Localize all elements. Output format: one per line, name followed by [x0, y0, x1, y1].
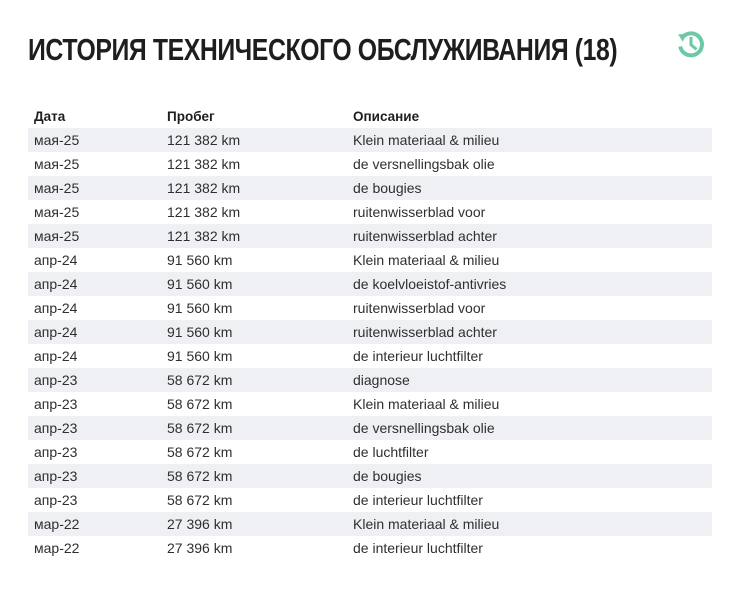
- cell-mileage: 91 560 km: [161, 272, 347, 296]
- table-row: [28, 416, 712, 440]
- cell-description: de luchtfilter: [353, 444, 429, 460]
- maintenance-history-table: [28, 104, 712, 560]
- cell-mileage: 91 560 km: [167, 252, 233, 268]
- cell-description: ruitenwisserblad achter: [347, 320, 712, 344]
- cell-date: апр-23: [28, 464, 161, 488]
- cell-mileage: 121 382 km: [161, 224, 347, 248]
- table-row: [28, 200, 712, 224]
- table-row: [28, 296, 712, 320]
- cell-description: Klein materiaal & milieu: [353, 396, 500, 412]
- table-row: [28, 464, 712, 488]
- table-row: [28, 320, 712, 344]
- cell-mileage: 27 396 km: [161, 512, 347, 536]
- table-row: [28, 344, 712, 368]
- cell-mileage: 91 560 km: [167, 348, 233, 364]
- table-body: [28, 128, 712, 560]
- cell-date: апр-24: [34, 300, 78, 316]
- cell-date: апр-23: [34, 492, 78, 508]
- cell-description: de versnellingsbak olie: [347, 416, 712, 440]
- cell-mileage: 58 672 km: [161, 416, 347, 440]
- table-row: [28, 440, 712, 464]
- column-header-description: Описание: [353, 108, 420, 124]
- table-row: [28, 512, 712, 536]
- cell-description: de interieur luchtfilter: [353, 540, 483, 556]
- table-row: [28, 248, 712, 272]
- table-row: [28, 224, 712, 248]
- cell-mileage: 121 382 km: [161, 128, 347, 152]
- cell-mileage: 58 672 km: [161, 464, 347, 488]
- cell-description: ruitenwisserblad voor: [353, 300, 486, 316]
- cell-mileage: 58 672 km: [161, 368, 347, 392]
- cell-date: апр-24: [34, 252, 78, 268]
- cell-description: diagnose: [347, 368, 712, 392]
- history-button[interactable]: [671, 24, 711, 64]
- table-row: [28, 536, 712, 560]
- cell-mileage: 121 382 km: [161, 176, 347, 200]
- cell-description: de interieur luchtfilter: [353, 492, 483, 508]
- table-header-row: [28, 104, 712, 128]
- cell-date: мар-22: [28, 512, 161, 536]
- cell-description: de koelvloeistof-antivries: [347, 272, 712, 296]
- cell-date: апр-24: [28, 320, 161, 344]
- cell-mileage: 27 396 km: [167, 540, 233, 556]
- cell-description: de interieur luchtfilter: [353, 348, 483, 364]
- cell-mileage: 58 672 km: [167, 492, 233, 508]
- cell-description: ruitenwisserblad achter: [347, 224, 712, 248]
- cell-date: мая-25: [34, 204, 80, 220]
- cell-description: de bougies: [347, 176, 712, 200]
- cell-date: апр-23: [28, 416, 161, 440]
- table-row: [28, 368, 712, 392]
- column-header-date: Дата: [34, 108, 66, 124]
- cell-date: мая-25: [28, 176, 161, 200]
- cell-mileage: 121 382 km: [167, 204, 241, 220]
- cell-description: Klein materiaal & milieu: [347, 128, 712, 152]
- cell-date: мая-25: [28, 224, 161, 248]
- cell-date: апр-24: [34, 348, 78, 364]
- table-row: [28, 392, 712, 416]
- cell-description: de bougies: [347, 464, 712, 488]
- cell-mileage: 91 560 km: [167, 300, 233, 316]
- page-title: ИСТОРИЯ ТЕХНИЧЕСКОГО ОБСЛУЖИВАНИЯ (18): [28, 32, 618, 67]
- cell-description: Klein materiaal & milieu: [353, 252, 500, 268]
- cell-description: ruitenwisserblad voor: [353, 204, 486, 220]
- history-restore-icon: [674, 27, 708, 61]
- cell-date: апр-24: [28, 272, 161, 296]
- cell-date: апр-23: [34, 444, 78, 460]
- cell-mileage: 58 672 km: [167, 396, 233, 412]
- cell-mileage: 58 672 km: [167, 444, 233, 460]
- table-row: [28, 176, 712, 200]
- cell-date: апр-23: [28, 368, 161, 392]
- cell-description: de versnellingsbak olie: [353, 156, 495, 172]
- cell-date: мар-22: [34, 540, 80, 556]
- cell-mileage: 121 382 km: [167, 156, 241, 172]
- table-row: [28, 272, 712, 296]
- cell-date: мая-25: [34, 156, 80, 172]
- cell-date: мая-25: [28, 128, 161, 152]
- cell-mileage: 91 560 km: [161, 320, 347, 344]
- table-row: [28, 152, 712, 176]
- column-header-mileage: Пробег: [167, 108, 215, 124]
- cell-description: Klein materiaal & milieu: [347, 512, 712, 536]
- table-row: [28, 488, 712, 512]
- table-row: [28, 128, 712, 152]
- cell-date: апр-23: [34, 396, 78, 412]
